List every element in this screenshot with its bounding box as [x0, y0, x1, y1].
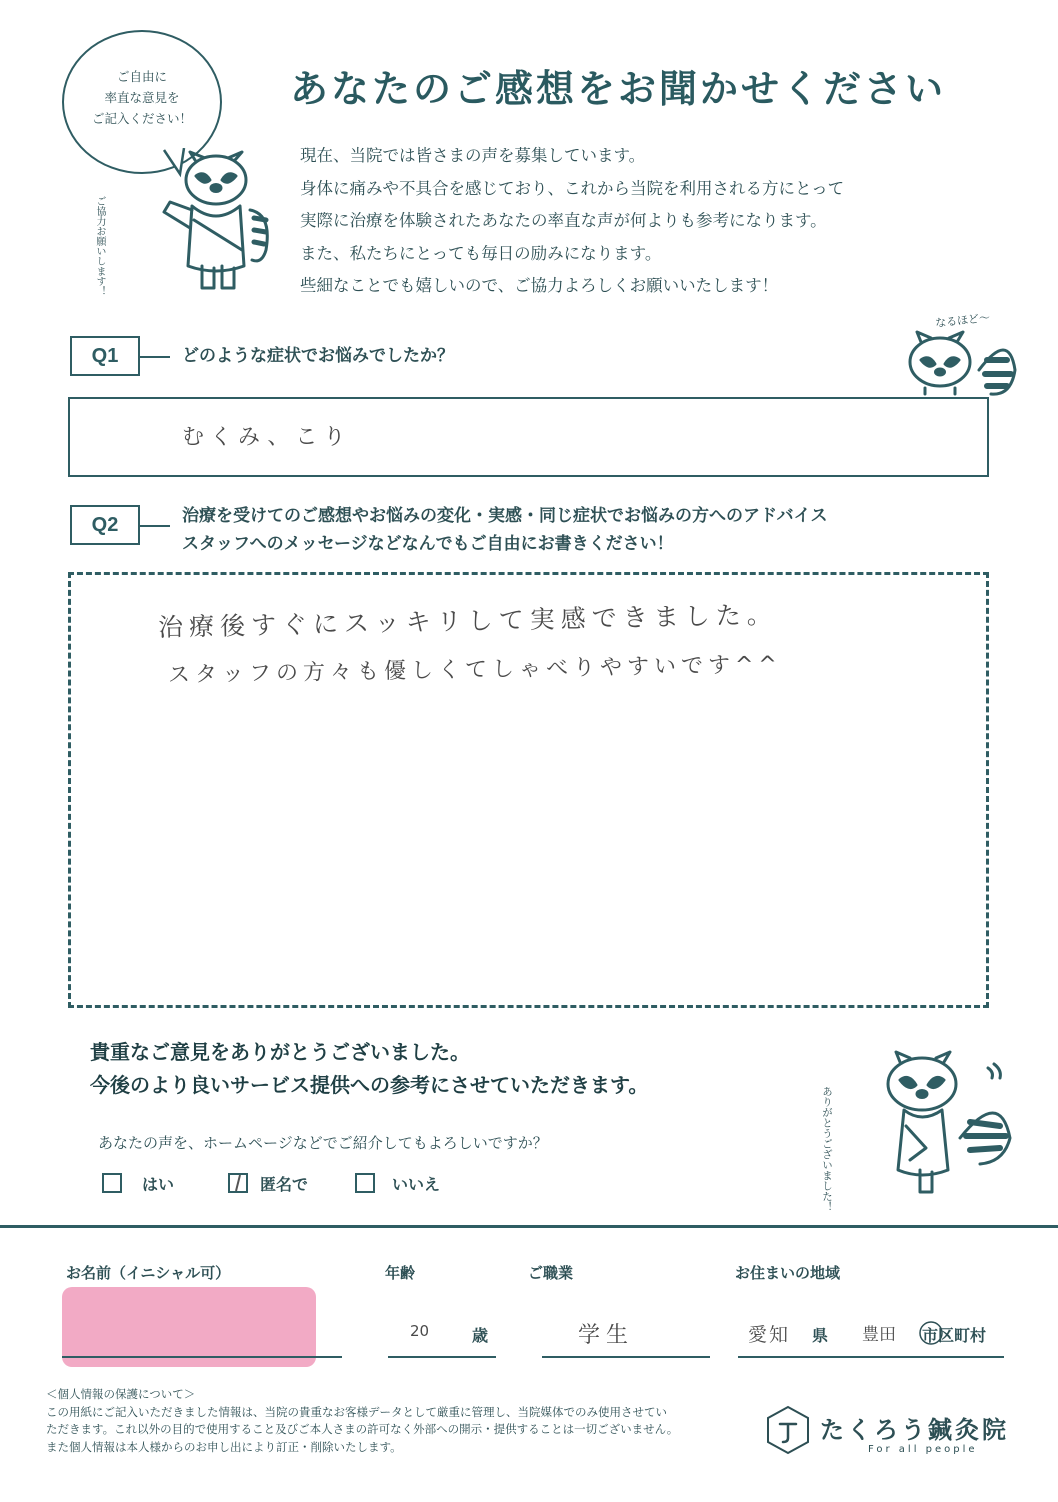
intro-line-1: 現在、当院では皆さまの声を募集しています。 — [300, 146, 646, 165]
q1-rule — [140, 356, 170, 358]
q2-answer-line-1: 治療後すぐにスッキリして実感できました。 — [157, 600, 778, 642]
consent-no-label: いいえ — [392, 1175, 441, 1194]
q2-question-line-2: スタッフへのメッセージなどなんでもご自由にお書きください！ — [182, 534, 674, 554]
q2-answer-line-2: スタッフの方々も優しくてしゃべりやすいです^^ — [167, 652, 783, 688]
q1-question: どのような症状でお悩みでしたか？ — [182, 346, 454, 366]
page-title: あなたのご感想をお聞かせください — [290, 67, 947, 111]
raccoon-mascot-icon — [150, 150, 280, 310]
name-redaction — [62, 1287, 316, 1367]
job-label: ご職業 — [528, 1264, 574, 1282]
check-mark-icon — [228, 1173, 248, 1193]
mascot-note: ご協力お願いします！ — [94, 196, 105, 296]
consent-anonymous-label: 匿名で — [260, 1175, 309, 1194]
q1-label: Q1 — [70, 336, 140, 376]
job-value: 学生 — [578, 1323, 635, 1348]
privacy-line-3: また個人情報は本人様からのお申し出により訂正・削除いたします。 — [46, 1439, 402, 1454]
q2-question — [182, 502, 828, 558]
bubble-line-3: ご記入ください！ — [91, 111, 192, 126]
q2-label: Q2 — [70, 505, 140, 545]
q2-question-line-1: 治療を受けてのご感想やお悩みの変化・実感・同じ症状でお悩みの方へのアドバイス — [182, 506, 828, 526]
q1-mascot-note: なるほど〜 — [934, 311, 991, 330]
clinic-tagline: For all people — [868, 1444, 978, 1455]
thanks-mascot-note: ありがとうございました！ — [821, 1086, 833, 1212]
raccoon-peeking-icon — [895, 330, 1025, 402]
age-label: 年齢 — [385, 1264, 416, 1282]
name-label: お名前（イニシャル可） — [66, 1264, 231, 1282]
intro-line-4: また、私たちにとっても毎日の励みになります。 — [300, 243, 662, 263]
privacy-line-2: ただきます。これ以外の目的で使用すること及びご本人さまの許可なく外部への開示・提供することは一切ございません。 — [46, 1422, 679, 1436]
thanks-message — [90, 1036, 648, 1102]
raccoon-bowing-icon — [870, 1048, 1030, 1198]
thanks-line-1: 貴重なご意見をありがとうございました。 — [90, 1040, 470, 1064]
city-circle-mark-icon — [918, 1320, 944, 1346]
consent-question: あなたの声を、ホームページなどでご紹介してもよろしいですか？ — [98, 1134, 548, 1152]
age-value: 20 — [410, 1322, 430, 1340]
consent-yes-checkbox[interactable] — [102, 1173, 122, 1193]
name-field[interactable] — [62, 1356, 342, 1358]
section-divider — [0, 1225, 1058, 1228]
privacy-line-1: この用紙にご記入いただきました情報は、当院の貴重なお客様データとして厳重に管理し、当院媒体でのみ使用させてい — [46, 1404, 667, 1419]
q2-rule — [140, 525, 170, 527]
privacy-heading: ＜個人情報の保護について＞ — [46, 1387, 196, 1401]
intro-line-5: 些細なことでも嬉しいので、ご協力よろしくお願いいたします！ — [300, 276, 779, 295]
age-field[interactable] — [388, 1356, 496, 1358]
privacy-notice — [46, 1386, 678, 1456]
area-field[interactable] — [738, 1356, 1004, 1358]
job-field[interactable] — [542, 1356, 710, 1358]
q1-answer: むくみ、こり — [182, 425, 352, 450]
city-unit: 市区町村 — [922, 1326, 987, 1345]
speech-bubble-text — [72, 66, 212, 129]
consent-yes-label: はい — [142, 1175, 175, 1194]
prefecture-unit: 県 — [812, 1326, 829, 1345]
clinic-logo-icon — [764, 1404, 812, 1456]
area-label: お住まいの地域 — [735, 1264, 841, 1282]
bubble-line-1: ご自由に — [116, 69, 167, 84]
intro-line-3: 実際に治療を体験されたあなたの率直な声が何よりも参考になります。 — [300, 211, 827, 230]
bubble-line-2: 率直な意見を — [104, 90, 180, 105]
intro-text — [300, 140, 844, 303]
city-value: 豊田 — [862, 1325, 896, 1345]
clinic-name: たくろう鍼灸院 — [820, 1416, 1009, 1444]
consent-anonymous-checkbox[interactable] — [228, 1173, 248, 1193]
consent-no-checkbox[interactable] — [355, 1173, 375, 1193]
prefecture-value: 愛知 — [748, 1324, 791, 1346]
thanks-line-2: 今後のより良いサービス提供への参考にさせていただきます。 — [90, 1073, 649, 1097]
age-unit: 歳 — [472, 1326, 489, 1345]
intro-line-2: 身体に痛みや不具合を感じており、これから当院を利用される方にとって — [300, 178, 845, 198]
